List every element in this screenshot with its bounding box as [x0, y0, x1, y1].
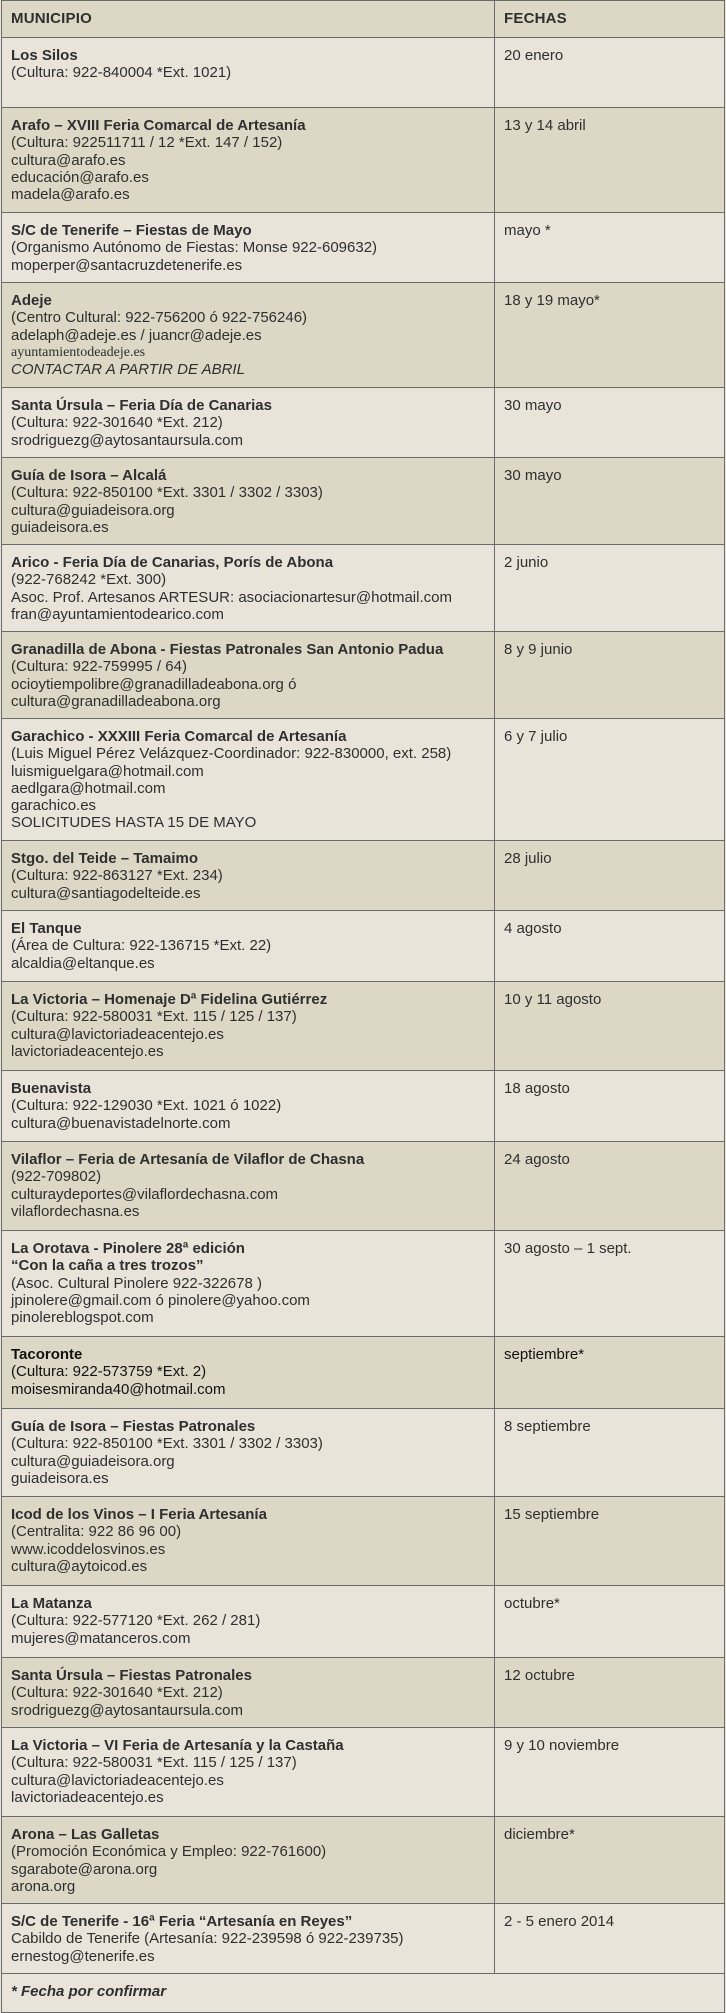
municipio-cell	[2, 982, 495, 1070]
municipio-cell	[2, 38, 495, 107]
contact-line: arona.org	[11, 1877, 76, 1895]
contact-line: vilaflordechasna.es	[11, 1202, 140, 1220]
table-row	[2, 1231, 724, 1337]
contact-line: (Luis Miguel Pérez Velázquez-Coordinador: 922-830000, ext. 258)	[11, 745, 452, 763]
contact-email: srodriguezg@aytosantaursula.com	[11, 431, 244, 449]
contact-line: guiadeisora.es	[11, 518, 109, 536]
municipio-name: Buenavista	[11, 1080, 92, 1097]
municipio-name: S/C de Tenerife – Fiestas de Mayo	[11, 222, 252, 239]
fecha-cell: 13 y 14 abril	[504, 117, 586, 134]
fecha-cell: 8 septiembre	[504, 1418, 591, 1435]
contact-line: (Promoción Económica y Empleo: 922-761600)	[11, 1843, 327, 1861]
municipio-cell	[2, 1071, 495, 1141]
municipio-name: La Victoria – Homenaje Dª Fidelina Gutiérrez	[11, 991, 328, 1008]
municipio-cell	[2, 1497, 495, 1585]
municipio-cell	[2, 719, 495, 840]
contact-email: madela@arafo.es	[11, 186, 130, 204]
contact-line: (Cultura: 922-301640 *Ext. 212)	[11, 1684, 223, 1702]
fecha-cell: 24 agosto	[504, 1151, 570, 1168]
table-row	[2, 841, 724, 911]
municipio-name: Arona – Las Galletas	[11, 1826, 160, 1843]
fecha-cell: 2 - 5 enero 2014	[504, 1913, 615, 1930]
table-header	[2, 1, 724, 38]
table-row	[2, 283, 724, 388]
municipio-cell	[2, 1904, 495, 1973]
contact-line: Cabildo de Tenerife (Artesanía: 922-239598 ó 922-239735)	[11, 1930, 404, 1948]
municipio-cell	[2, 545, 495, 631]
table-row	[2, 1728, 724, 1817]
table-row	[2, 1142, 724, 1231]
contact-email: mujeres@matanceros.com	[11, 1629, 191, 1647]
contact-email: aedlgara@hotmail.com	[11, 779, 166, 797]
contact-email: cultura@lavictoriadeacentejo.es	[11, 1025, 224, 1043]
contact-line: (Cultura: 922-840004 *Ext. 1021)	[11, 64, 232, 82]
contact-email: srodriguezg@aytosantaursula.com	[11, 1701, 244, 1719]
contact-line: ayuntamientodeadeje.es	[11, 344, 146, 360]
municipio-name: Santa Úrsula – Feria Día de Canarias	[11, 397, 272, 414]
footnote: * Fecha por confirmar	[2, 1974, 724, 2012]
contact-email: moisesmiranda40@hotmail.com	[11, 1380, 226, 1398]
fecha-cell: 20 enero	[504, 47, 564, 64]
fecha-cell: 2 junio	[504, 554, 549, 571]
fecha-cell: 10 y 11 agosto	[504, 991, 602, 1008]
fecha-cell: 12 octubre	[504, 1667, 575, 1684]
contact-line: pinolereblogspot.com	[11, 1309, 154, 1327]
contact-line: (Cultura: 922-580031 *Ext. 115 / 125 / 137)	[11, 1008, 297, 1026]
contact-email: sgarabote@arona.org	[11, 1860, 158, 1878]
municipio-cell	[2, 108, 495, 212]
municipio-name: Granadilla de Abona - Fiestas Patronales San Antonio Padua	[11, 641, 444, 658]
table-row	[2, 982, 724, 1071]
fecha-cell: 30 mayo	[504, 397, 562, 414]
table-row	[2, 1586, 724, 1658]
fecha-cell: 18 y 19 mayo*	[504, 292, 600, 309]
table-row	[2, 1409, 724, 1497]
municipio-cell	[2, 1658, 495, 1727]
fecha-cell: 18 agosto	[504, 1080, 570, 1097]
municipio-cell	[2, 283, 495, 387]
contact-line: CONTACTAR A PARTIR DE ABRIL	[11, 361, 245, 379]
municipio-cell	[2, 388, 495, 457]
contact-email: cultura@buenavistadelnorte.com	[11, 1114, 231, 1132]
contact-line: SOLICITUDES HASTA 15 DE MAYO	[11, 814, 257, 832]
municipio-name: Stgo. del Teide – Tamaimo	[11, 850, 198, 867]
contact-line: (Cultura: 922-573759 *Ext. 2)	[11, 1363, 207, 1381]
contact-line: (Cultura: 922-301640 *Ext. 212)	[11, 414, 223, 432]
fecha-cell: diciembre*	[504, 1826, 575, 1843]
contact-email: jpinolere@gmail.com ó pinolere@yahoo.com	[11, 1291, 310, 1309]
table-body	[2, 38, 724, 1974]
municipio-cell	[2, 458, 495, 544]
contact-line: (Cultura: 922-850100 *Ext. 3301 / 3302 / 3303)	[11, 484, 323, 502]
contact-line: (Organismo Autónomo de Fiestas: Monse 922-609632)	[11, 239, 378, 257]
events-table	[1, 0, 725, 2013]
municipio-name: Los Silos	[11, 47, 78, 64]
contact-line: (Área de Cultura: 922-136715 *Ext. 22)	[11, 937, 272, 955]
table-row	[2, 632, 724, 719]
contact-line: www.icoddelosvinos.es	[11, 1540, 166, 1558]
contact-email: cultura@arafo.es	[11, 151, 126, 169]
contact-email: cultura@guiadeisora.org	[11, 1452, 175, 1470]
municipio-cell	[2, 632, 495, 718]
municipio-name: La Matanza	[11, 1595, 92, 1612]
contact-email: cultura@granadilladeabona.org	[11, 692, 221, 710]
table-row	[2, 1658, 724, 1728]
municipio-subtitle: “Con la caña a tres trozos”	[11, 1257, 204, 1275]
fecha-cell: septiembre*	[504, 1346, 585, 1363]
contact-line: (Cultura: 922-759995 / 64)	[11, 658, 187, 676]
contact-email: educación@arafo.es	[11, 168, 149, 186]
fecha-cell: mayo *	[504, 222, 551, 239]
contact-email: ocioytiempolibre@granadilladeabona.org ó	[11, 675, 297, 693]
municipio-cell	[2, 911, 495, 981]
fecha-cell: 8 y 9 junio	[504, 641, 573, 658]
municipio-name: Tacoronte	[11, 1346, 83, 1363]
municipio-name: Guía de Isora – Alcalá	[11, 467, 167, 484]
table-row	[2, 38, 724, 108]
contact-line: (Asoc. Cultural Pinolere 922-322678 )	[11, 1274, 262, 1292]
contact-line: (922-709802)	[11, 1168, 102, 1186]
contact-email: Asoc. Prof. Artesanos ARTESUR: asociacionartesur@hotmail.com	[11, 588, 452, 606]
table-row	[2, 545, 724, 632]
contact-line: lavictoriadeacentejo.es	[11, 1042, 164, 1060]
municipio-name: Garachico - XXXIII Feria Comarcal de Artesanía	[11, 728, 347, 745]
municipio-cell	[2, 1337, 495, 1408]
contact-line: lavictoriadeacentejo.es	[11, 1788, 164, 1806]
table-row	[2, 719, 724, 841]
contact-email: alcaldia@eltanque.es	[11, 954, 155, 972]
table-row	[2, 1817, 724, 1904]
municipio-cell	[2, 1231, 495, 1336]
contact-line: guiadeisora.es	[11, 1469, 109, 1487]
municipio-name: El Tanque	[11, 920, 82, 937]
fecha-cell: 15 septiembre	[504, 1506, 600, 1523]
table-row	[2, 213, 724, 283]
contact-line: (Cultura: 922-129030 *Ext. 1021 ó 1022)	[11, 1097, 282, 1115]
municipio-name: Arafo – XVIII Feria Comarcal de Artesanía	[11, 117, 306, 134]
contact-line: (Centralita: 922 86 96 00)	[11, 1523, 182, 1541]
contact-line: (Cultura: 922-577120 *Ext. 262 / 281)	[11, 1612, 261, 1630]
fecha-cell: 9 y 10 noviembre	[504, 1737, 620, 1754]
table-row	[2, 108, 724, 213]
contact-email: adelaph@adeje.es / juancr@adeje.es	[11, 326, 262, 344]
contact-line: (Cultura: 922511711 / 12 *Ext. 147 / 152)	[11, 134, 283, 152]
table-row	[2, 1071, 724, 1142]
fecha-cell: 4 agosto	[504, 920, 562, 937]
contact-email: ernestog@tenerife.es	[11, 1947, 155, 1965]
municipio-name: S/C de Tenerife - 16ª Feria “Artesanía en Reyes”	[11, 1913, 353, 1930]
contact-line: (Centro Cultural: 922-756200 ó 922-756246)	[11, 309, 308, 327]
contact-email: cultura@guiadeisora.org	[11, 501, 175, 519]
contact-line: (922-768242 *Ext. 300)	[11, 571, 167, 589]
header-municipio: MUNICIPIO	[2, 1, 495, 37]
table-row	[2, 1904, 724, 1974]
contact-email: cultura@lavictoriadeacentejo.es	[11, 1771, 224, 1789]
municipio-name: Santa Úrsula – Fiestas Patronales	[11, 1667, 252, 1684]
table-row	[2, 1497, 724, 1586]
contact-email: cultura@aytoicod.es	[11, 1557, 148, 1575]
municipio-name: Icod de los Vinos – I Feria Artesanía	[11, 1506, 267, 1523]
fecha-cell: 30 agosto – 1 sept.	[504, 1240, 632, 1257]
municipio-cell	[2, 1586, 495, 1657]
contact-email: luismiguelgara@hotmail.com	[11, 762, 204, 780]
fecha-cell: 6 y 7 julio	[504, 728, 568, 745]
municipio-cell	[2, 1409, 495, 1496]
municipio-name: Vilaflor – Feria de Artesanía de Vilaflor de Chasna	[11, 1151, 365, 1168]
table-row	[2, 1337, 724, 1409]
contact-line: (Cultura: 922-850100 *Ext. 3301 / 3302 / 3303)	[11, 1435, 323, 1453]
municipio-name: Arico - Feria Día de Canarias, Porís de Abona	[11, 554, 334, 571]
table-row	[2, 458, 724, 545]
contact-line: garachico.es	[11, 797, 97, 815]
fecha-cell: 28 julio	[504, 850, 552, 867]
municipio-cell	[2, 1728, 495, 1816]
municipio-cell	[2, 1142, 495, 1230]
municipio-cell	[2, 213, 495, 282]
table-row	[2, 911, 724, 982]
fecha-cell: 30 mayo	[504, 467, 562, 484]
municipio-name: La Orotava - Pinolere 28ª edición	[11, 1240, 245, 1257]
header-fechas: FECHAS	[504, 10, 567, 27]
municipio-cell	[2, 841, 495, 910]
municipio-name: Guía de Isora – Fiestas Patronales	[11, 1418, 256, 1435]
contact-line: (Cultura: 922-863127 *Ext. 234)	[11, 867, 223, 885]
table-row	[2, 388, 724, 458]
contact-email: cultura@santiagodelteide.es	[11, 884, 201, 902]
municipio-name: La Victoria – VI Feria de Artesanía y la Castaña	[11, 1737, 344, 1754]
fecha-cell: octubre*	[504, 1595, 560, 1612]
contact-line: (Cultura: 922-580031 *Ext. 115 / 125 / 137)	[11, 1754, 297, 1772]
contact-email: moperper@santacruzdetenerife.es	[11, 256, 243, 274]
contact-email: fran@ayuntamientodearico.com	[11, 605, 224, 623]
municipio-name: Adeje	[11, 292, 52, 309]
contact-email: culturaydeportes@vilaflordechasna.com	[11, 1185, 279, 1203]
municipio-cell	[2, 1817, 495, 1903]
